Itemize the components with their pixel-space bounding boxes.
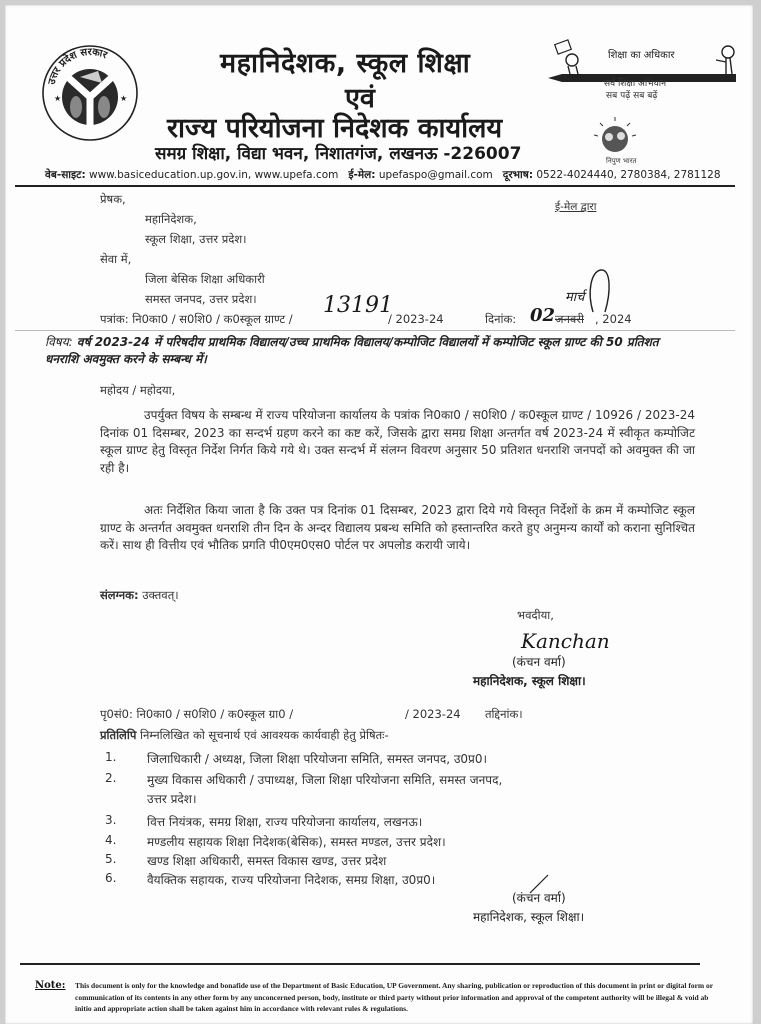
- paragraph-1: [100, 407, 695, 477]
- note-text: This document is only for the knowledge and bonafide use of the Department of Basic Education, UP Government. Any sharing, publication or reproduction of this document in print or digital form or communication of its contents in any other form by any unconcerned person, body, institute or third party without prior information and approval of the competent authority will be illegal & void ab initio and appropriate action shall be taken against him in accordance with relevant rules & regulations.: [75, 981, 713, 1013]
- subject-block: [45, 334, 695, 368]
- reference-line: [100, 312, 293, 327]
- date-year: , 2024: [595, 312, 632, 326]
- to-label: सेवा में,: [100, 252, 132, 266]
- copy-item: मण्डलीय सहायक शिक्षा निदेशक(बेसिक), समस्त मण्डल, उत्तर प्रदेश।: [147, 835, 446, 849]
- copy-item-number: 6.: [105, 871, 117, 885]
- copy-intro-label: प्रतिलिपि: [100, 728, 137, 742]
- contact-line: [45, 168, 721, 182]
- signatory-name: (कंचन वर्मा): [512, 655, 566, 669]
- nipun-bharat-logo-icon: [590, 115, 640, 155]
- ref-year: / 2023-24: [388, 312, 444, 326]
- copy-item: जिलाधिकारी / अध्यक्ष, जिला शिक्षा परियोजना समिति, समस्त जनपद, उ0प्र0।: [147, 752, 488, 766]
- copy-intro-text: निम्नलिखित को सूचनार्थ एवं आवश्यक कार्यवाही हेतु प्रेषितः-: [140, 728, 389, 742]
- website-links[interactable]: www.basiceducation.up.gov.in, www.upefa.com: [89, 169, 339, 181]
- website-label: वेब-साइट:: [45, 169, 86, 181]
- nipun-bharat-text: निपुण भारत: [606, 157, 637, 165]
- date-day-handwritten: 02: [530, 305, 556, 326]
- svg-text:उत्तर प्रदेश सरकार: उत्तर प्रदेश सरकार: [46, 46, 109, 86]
- from-line-1: महानिदेशक,: [145, 212, 197, 226]
- from-line-2: स्कूल शिक्षा, उत्तर प्रदेश।: [145, 232, 247, 246]
- ref-number-handwritten: 13191: [323, 293, 393, 318]
- up-government-seal-icon: [40, 43, 140, 143]
- office-address: समग्र शिक्षा, विद्या भवन, निशातगंज, लखनऊ -226007: [155, 144, 522, 164]
- sa-logo-text: शिक्षा का अधिकार: [608, 50, 675, 61]
- copy-item-number: 5.: [105, 852, 117, 866]
- copy-item-number: 3.: [105, 813, 117, 827]
- copy-item: खण्ड शिक्षा अधिकारी, समस्त विकास खण्ड, उत्तर प्रदेश: [147, 854, 387, 868]
- subject-divider: [15, 330, 735, 331]
- closing: भवदीया,: [517, 608, 554, 622]
- note-label: Note:: [35, 980, 66, 991]
- copy-ref-year: / 2023-24: [405, 707, 461, 721]
- copy-ref-label: पृ0सं0:: [100, 707, 133, 721]
- copy-item: वित्त नियंत्रक, समग्र शिक्षा, राज्य परियोजना कार्यालय, लखनऊ।: [147, 815, 423, 829]
- subject-text: वर्ष 2023-24 में परिषदीय प्राथमिक विद्यालय/उच्च प्राथमिक विद्यालय/कम्पोजिट विद्यालयों में कम्पोजिट स्कूल ग्राण्ट की 50 प्रतिशत धनराशि अवमुक्त करने के सम्बन्ध में।: [45, 335, 659, 366]
- delivery-mode: ई-मेल द्वारा: [555, 201, 597, 213]
- date-label: दिनांक:: [485, 312, 517, 326]
- office-title-line3: राज्य परियोजना निदेशक कार्यालय: [167, 113, 503, 144]
- date-month-struck: जनवरी: [555, 312, 584, 326]
- phone-label: दूरभाष:: [502, 169, 534, 181]
- signatory-designation: महानिदेशक, स्कूल शिक्षा।: [473, 674, 586, 688]
- paragraph-2-text: अतः निर्देशित किया जाता है कि उक्त पत्र दिनांक 01 दिसम्बर, 2023 द्वारा दिये गये विस्तृत निर्देशों के क्रम में कम्पोजिट स्कूल ग्राण्ट के अन्तर्गत अवमुक्त धनराशि तीन दिन के अन्दर विद्यालय प्रबन्ध समिति को हस्तान्तरित करते हुए अनुमन्य कार्यों को कराना सुनिश्चित करें। साथ ही वित्तीय एवं भौतिक प्रगति पी0एम0एस0 पोर्टल पर अपलोड करायी जाये।: [100, 503, 695, 552]
- date-month-handwritten: मार्च: [565, 290, 585, 305]
- copy-signatory-name: (कंचन वर्मा): [512, 891, 566, 905]
- handwritten-mark-icon: [585, 267, 615, 317]
- signature: Kanchan: [521, 629, 610, 653]
- letter-page: [5, 5, 753, 1024]
- email-label: ई-मेल:: [348, 169, 376, 181]
- ref-prefix: नि0का0 / स0शि0 / क0स्कूल ग्राण्ट /: [132, 312, 293, 326]
- enclosure-line: [100, 588, 179, 603]
- copy-reference-line: [100, 707, 293, 722]
- copy-item-number: 1.: [105, 750, 117, 764]
- phone-numbers: 0522-4024440, 2780384, 2781128: [536, 169, 721, 181]
- copy-intro: [100, 728, 389, 743]
- svg-text:★: ★: [54, 94, 62, 103]
- office-title-line1: महानिदेशक, स्कूल शिक्षा: [220, 48, 471, 79]
- header-divider: [15, 185, 735, 187]
- footer-divider: [20, 963, 700, 965]
- enclosure-text: उक्तवत्।: [142, 588, 179, 602]
- copy-item: मुख्य विकास अधिकारी / उपाध्यक्ष, जिला शिक्षा परियोजना समिति, समस्त जनपद,: [147, 773, 503, 787]
- to-line-1: जिला बेसिक शिक्षा अधिकारी: [145, 272, 265, 286]
- office-title-line2: एवं: [345, 83, 375, 114]
- salutation: महोदय / महोदया,: [100, 383, 176, 397]
- paragraph-2: [100, 502, 695, 555]
- email-link[interactable]: upefaspo@gmail.com: [378, 169, 493, 181]
- svg-text:★: ★: [120, 94, 128, 103]
- from-label: प्रेषक,: [100, 192, 126, 206]
- paragraph-1-text: उपर्युक्त विषय के सम्बन्ध में राज्य परियोजना कार्यालय के पत्रांक नि0का0 / स0शि0 / क0स्कूल ग्राण्ट / 10926 / 2023-24 दिनांक 01 दिसम्बर, 2023 का सन्दर्भ ग्रहण करने का कष्ट करें, जिसके द्वारा समग्र शिक्षा अन्तर्गत वर्ष 2023-24 में स्वीकृत कम्पोजिट स्कूल ग्राण्ट हेतु विस्तृत निर्देश निर्गत किये गये थे। उक्त सन्दर्भ में संलग्न विवरण अनुसार 50 प्रतिशत धनराशि जनपदों को अवमुक्त की जा रही है।: [100, 408, 695, 475]
- copy-item-number: 4.: [105, 833, 117, 847]
- to-line-2: समस्त जनपद, उत्तर प्रदेश।: [145, 292, 257, 306]
- copy-signatory-designation: महानिदेशक, स्कूल शिक्षा।: [473, 910, 585, 924]
- sa-tagline-1: सर्व शिक्षा अभियान: [604, 79, 667, 89]
- ref-label: पत्रांक:: [100, 312, 129, 326]
- subject-label: विषय:: [45, 335, 73, 349]
- copy-item: वैयक्तिक सहायक, राज्य परियोजना निदेशक, समग्र शिक्षा, उ0प्र0।: [147, 873, 436, 887]
- copy-ref-date: तद्दिनांक।: [485, 707, 523, 721]
- enclosure-label: संलग्नक:: [100, 588, 139, 602]
- copy-ref-prefix: नि0का0 / स0शि0 / क0स्कूल ग्रा0 /: [136, 707, 294, 721]
- copy-item-continuation: उत्तर प्रदेश।: [147, 792, 197, 806]
- copy-item-number: 2.: [105, 771, 117, 785]
- sa-tagline-2: सब पढ़ें सब बढ़ें: [606, 91, 658, 101]
